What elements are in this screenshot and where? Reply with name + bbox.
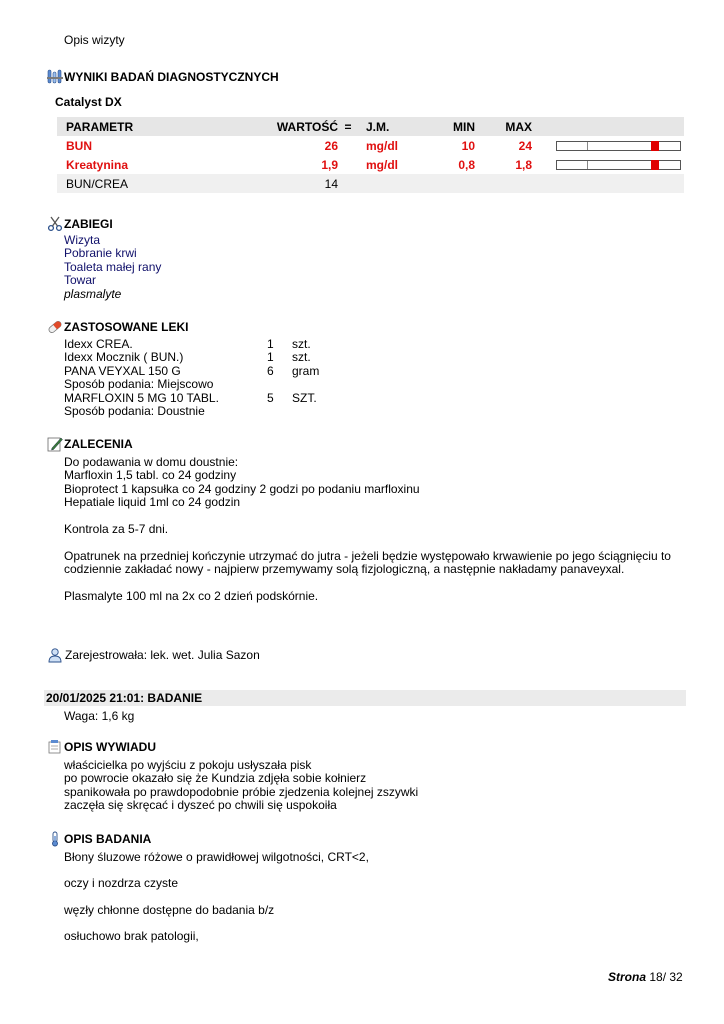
- weight: Waga: 1,6 kg: [64, 709, 135, 723]
- text-line: Bioprotect 1 kapsułka co 24 godziny 2 godzi po podaniu marfloxinu: [64, 481, 420, 496]
- range-marker: [651, 141, 659, 151]
- range-bar: [556, 160, 681, 170]
- drug-name: Idexx Mocznik ( BUN.): [64, 350, 184, 365]
- history-title: OPIS WYWIADU: [64, 740, 156, 754]
- drug-qty: 5: [267, 390, 274, 405]
- text-line: Kontrola za 5-7 dni.: [64, 521, 169, 536]
- drugs-list: [64, 338, 364, 418]
- thermometer-icon: [47, 831, 63, 847]
- col-unit: J.M.: [358, 117, 418, 136]
- recommendations-heading: [47, 436, 133, 452]
- list-item: [64, 392, 364, 405]
- param-max: 1,8: [515, 157, 532, 172]
- drug-name: PANA VEYXAL 150 G: [64, 363, 181, 378]
- list-item: plasmalyte: [64, 286, 122, 301]
- diagnostics-heading: [47, 69, 279, 85]
- results-table: [57, 117, 684, 193]
- col-max: MAX: [475, 117, 536, 136]
- range-marker: [651, 160, 659, 170]
- test-tubes-icon: [47, 69, 63, 85]
- col-value: WARTOŚĆ: [197, 117, 338, 136]
- list-item: [64, 338, 364, 351]
- drug-name: MARFLOXIN 5 MG 10 TABL.: [64, 390, 219, 405]
- col-eq: =: [338, 117, 358, 136]
- exam-heading: [47, 831, 151, 847]
- registered-by: [47, 647, 260, 663]
- list-item: Wizyta: [64, 233, 100, 247]
- recommendations-title: ZALECENIA: [64, 437, 133, 451]
- recommendations-text: [64, 456, 671, 603]
- pencil-icon: [47, 436, 63, 452]
- drug-qty: 6: [267, 363, 274, 378]
- drug-qty: 1: [267, 350, 274, 365]
- results-header-row: [57, 117, 684, 136]
- text-line: Do podawania w domu doustnie:: [64, 455, 239, 469]
- list-item: Towar: [64, 273, 97, 288]
- device-name: Catalyst DX: [55, 95, 122, 109]
- list-item: Pobranie krwi: [64, 246, 137, 261]
- drug-qty: 1: [267, 337, 274, 351]
- param-name: BUN: [66, 138, 92, 153]
- drugs-title: ZASTOSOWANE LEKI: [64, 320, 189, 334]
- param-unit: mg/dl: [366, 157, 398, 172]
- drug-unit: gram: [292, 363, 320, 378]
- exam-text: [64, 851, 369, 944]
- exam-title: OPIS BADANIA: [64, 832, 152, 846]
- text-line: właścicielka po wyjściu z pokoju usłyszała pisk: [64, 758, 312, 772]
- text-line: Marfloxin 1,5 tabl. co 24 godziny: [64, 468, 237, 483]
- drugs-heading: [47, 319, 188, 335]
- list-item: Sposób podania: Miejscowo: [64, 377, 214, 392]
- param-min: 0,8: [458, 157, 475, 172]
- param-min: 10: [461, 138, 475, 153]
- text-line: zaczęła się skręcać i dyszeć po chwili się uspokoiła: [64, 798, 337, 813]
- scissors-icon: [47, 216, 63, 232]
- col-param: PARAMETR: [57, 117, 197, 136]
- page-label: Strona: [608, 970, 647, 984]
- drug-unit: SZT.: [292, 390, 317, 405]
- param-value: 1,9: [321, 157, 338, 172]
- param-value: 14: [324, 176, 338, 191]
- param-max: 24: [518, 138, 532, 153]
- text-line: Opatrunek na przedniej kończynie utrzymać do jutra - jeżeli będzie występowało krwawienie po jego ściągnięciu to: [64, 549, 671, 564]
- list-item: [64, 365, 364, 378]
- visit-description-label: Opis wizyty: [64, 33, 125, 47]
- doctor-icon: [47, 647, 63, 663]
- param-name: Kreatynina: [66, 157, 129, 172]
- list-item: Sposób podania: Doustnie: [64, 404, 205, 419]
- page-number: 18/ 32: [649, 970, 683, 984]
- history-heading: [47, 739, 156, 755]
- col-range: [536, 117, 684, 136]
- drug-name: Idexx CREA.: [64, 337, 133, 351]
- text-line: po powrocie okazało się że Kundzia zdjęła sobie kołnierz: [64, 771, 367, 786]
- param-unit: mg/dl: [366, 138, 398, 153]
- table-row: [57, 155, 684, 174]
- procedures-heading: [47, 216, 113, 232]
- diagnostics-title: WYNIKI BADAŃ DIAGNOSTYCZNYCH: [64, 70, 279, 84]
- text-line: Błony śluzowe różowe o prawidłowej wilgotności, CRT<2,: [64, 850, 369, 864]
- registered-text: Zarejestrowała: lek. wet. Julia Sazon: [65, 648, 260, 662]
- col-min: MIN: [418, 117, 475, 136]
- param-name: BUN/CREA: [66, 176, 129, 191]
- syringe-icon: [47, 739, 63, 755]
- text-line: osłuchowo brak patologii,: [64, 929, 199, 944]
- procedures-title: ZABIEGI: [64, 217, 113, 231]
- text-line: spanikowała po prawdopodobnie próbie zjedzenia kolejnej zszywki: [64, 784, 419, 799]
- text-line: oczy i nozdrza czyste: [64, 876, 179, 891]
- list-item: Toaleta małej rany: [64, 259, 162, 274]
- range-bar: [556, 141, 681, 151]
- visit-header: 20/01/2025 21:01: BADANIE: [44, 690, 686, 706]
- page-footer: [608, 971, 683, 984]
- list-item: [64, 351, 364, 364]
- drug-unit: szt.: [292, 337, 311, 351]
- table-row: [57, 136, 684, 155]
- text-line: Hepatiale liquid 1ml co 24 godzin: [64, 495, 241, 510]
- text-line: codziennie zakładać nowy - najpierw przemywamy solą fizjologiczną, a następnie nakładamy panaveyxal.: [64, 562, 625, 577]
- drug-unit: szt.: [292, 350, 311, 365]
- table-row: [57, 174, 684, 193]
- param-value: 26: [324, 138, 338, 153]
- text-line: Plasmalyte 100 ml na 2x co 2 dzień podskórnie.: [64, 588, 319, 603]
- pill-icon: [47, 319, 63, 335]
- history-text: [64, 759, 418, 813]
- procedures-list: [64, 234, 161, 301]
- text-line: węzły chłonne dostępne do badania b/z: [64, 902, 275, 917]
